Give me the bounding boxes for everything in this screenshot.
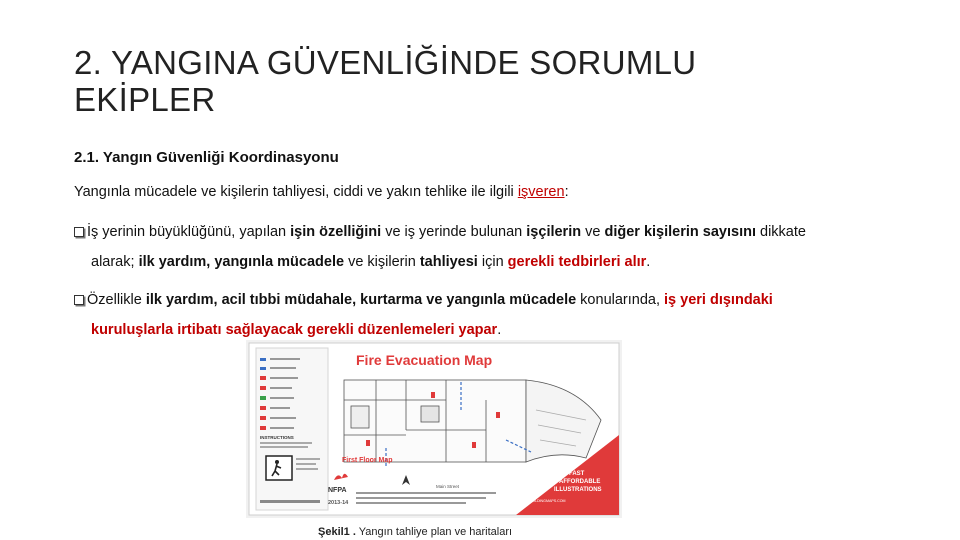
text-run-bold: işin özelliğini: [290, 224, 382, 240]
text-run-bold: ilk yardım, yangınla mücadele: [138, 254, 345, 270]
bullet-1-line-2: [91, 254, 650, 270]
corner-line-3: ILLUSTRATIONS: [554, 487, 602, 493]
street-label: Main Street: [436, 484, 460, 489]
text-run: İş yerinin büyüklüğünü, yapılan: [87, 224, 291, 240]
year-text: 2013-14: [328, 500, 349, 506]
map-title: Fire Evacuation Map: [356, 352, 493, 368]
bullet-1-line-1: [74, 224, 806, 240]
evacuation-map-image: [246, 340, 622, 518]
title-line-1: 2. YANGINA GÜVENLİĞİNDE SORUMLU: [74, 44, 697, 81]
evacuation-map-figure: [246, 340, 622, 518]
corner-url: WWW.BUILDINGMAPS.COM: [518, 499, 566, 503]
text-run: ve: [581, 224, 605, 240]
exit-sign-icon: [266, 456, 292, 480]
text-run: konularında,: [576, 292, 665, 308]
text-run-bold: diğer kişilerin sayısını: [604, 224, 756, 240]
bullet-2-line-2: [91, 322, 501, 338]
intro-end: :: [564, 184, 569, 200]
caption-text: Yangın tahliye plan ve haritaları: [355, 526, 513, 538]
legend-title: INSTRUCTIONS: [260, 435, 294, 440]
intro-paragraph: [74, 184, 569, 200]
text-run-bold: tahliyesi: [419, 254, 478, 270]
bullet-2-line-1: [74, 292, 773, 308]
text-run-red: gerekli tedbirleri alır: [507, 254, 647, 270]
checkbox-bullet-icon: [74, 295, 84, 305]
text-run: .: [497, 322, 502, 338]
corner-line-2: AFFORDABLE: [559, 479, 601, 485]
logo-text: NFPA: [328, 487, 347, 494]
text-run-bold: işçilerin: [526, 224, 582, 240]
text-run: .: [646, 254, 651, 270]
text-run-bold: ilk yardım, acil tıbbi müdahale, kurtarma ve yangınla mücadele: [145, 292, 577, 308]
floor-label: First Floor Map: [342, 457, 393, 464]
text-run: ve iş yerinde bulunan: [381, 224, 527, 240]
floor-plan: [344, 380, 601, 462]
checkbox-bullet-icon: [74, 227, 84, 237]
text-run-red: kuruluşlarla irtibatı sağlayacak gerekli düzenlemeleri yapar: [91, 322, 498, 338]
intro-highlight: işveren: [517, 184, 565, 200]
text-run: dikkate: [755, 224, 806, 240]
slide-title: [74, 44, 894, 118]
figure-caption: [318, 526, 512, 538]
intro-text: Yangınla mücadele ve kişilerin tahliyesi, ciddi ve yakın tehlike ile ilgili: [74, 184, 518, 200]
text-run: alarak;: [91, 254, 139, 270]
section-subtitle: 2.1. Yangın Güvenliği Koordinasyonu: [74, 149, 339, 166]
title-line-2: EKİPLER: [74, 81, 216, 118]
text-run: için: [477, 254, 508, 270]
text-run: Özellikle: [87, 292, 146, 308]
text-run-red: iş yeri dışındaki: [664, 292, 773, 308]
caption-label: Şekil1 .: [318, 526, 356, 538]
corner-line-1: FAST: [569, 471, 585, 477]
text-run: ve kişilerin: [344, 254, 420, 270]
